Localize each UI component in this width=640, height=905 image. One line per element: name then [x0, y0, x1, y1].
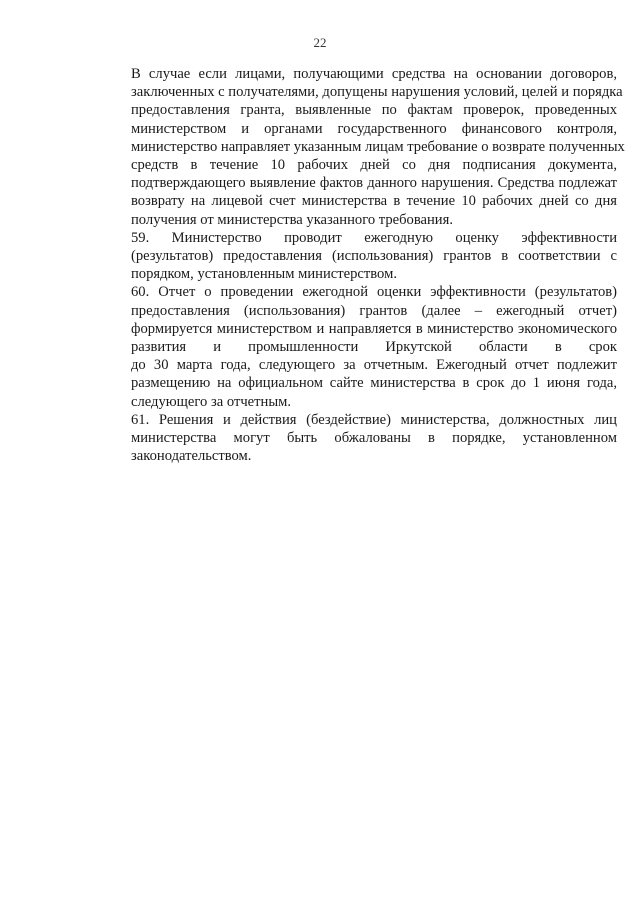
- text-line: 61. Решения и действия (бездействие) министерства, должностных лиц: [131, 411, 617, 428]
- text-line: следующего за отчетным.: [131, 393, 292, 410]
- text-line: формируется министерством и направляется в министерство экономического: [131, 320, 617, 337]
- document-body: [89, 65, 625, 465]
- text-line: порядком, установленным министерством.: [131, 266, 397, 283]
- text-line: В случае если лицами, получающими средства на основании договоров,: [131, 66, 617, 82]
- text-line: заключенных с получателями, допущены нарушения условий, целей и порядка: [131, 84, 623, 101]
- text-line: законодательством.: [131, 448, 252, 465]
- text-line: получения от министерства указанного требования.: [131, 211, 453, 228]
- paragraph-61: [89, 411, 617, 466]
- paragraph-grant-violation-refund: [89, 65, 625, 229]
- text-line: предоставления (использования) грантов (далее – ежегодный отчет): [131, 302, 617, 319]
- text-line: (результатов) предоставления (использования) грантов в соответствии с: [131, 248, 617, 265]
- text-line: возврату на лицевой счет министерства в течение 10 рабочих дней со дня: [131, 193, 617, 210]
- text-line: министерство направляет указанным лицам требование о возврате полученных: [131, 138, 625, 155]
- text-line: до 30 марта года, следующего за отчетным. Ежегодный отчет подлежит: [131, 357, 617, 374]
- text-line: 60. Отчет о проведении ежегодной оценки эффективности (результатов): [131, 284, 617, 301]
- text-line: предоставления гранта, выявленные по фактам проверок, проведенных: [131, 102, 617, 119]
- paragraph-59: [89, 229, 617, 284]
- text-line: подтверждающего выявление фактов данного нарушения. Средства подлежат: [131, 175, 617, 192]
- text-line: размещению на официальном сайте министерства в срок до 1 июня года,: [131, 375, 617, 392]
- text-line: 59. Министерство проводит ежегодную оценку эффективности: [131, 229, 617, 246]
- text-line: средств в течение 10 рабочих дней со дня подписания документа,: [131, 157, 617, 174]
- page-number: 22: [313, 35, 327, 50]
- text-line: министерства могут быть обжалованы в порядке, установленном: [131, 430, 617, 447]
- text-line: министерством и органами государственного финансового контроля,: [131, 120, 617, 137]
- text-line: развития и промышленности Иркутской области в срок: [131, 339, 617, 356]
- paragraph-60: [89, 283, 617, 410]
